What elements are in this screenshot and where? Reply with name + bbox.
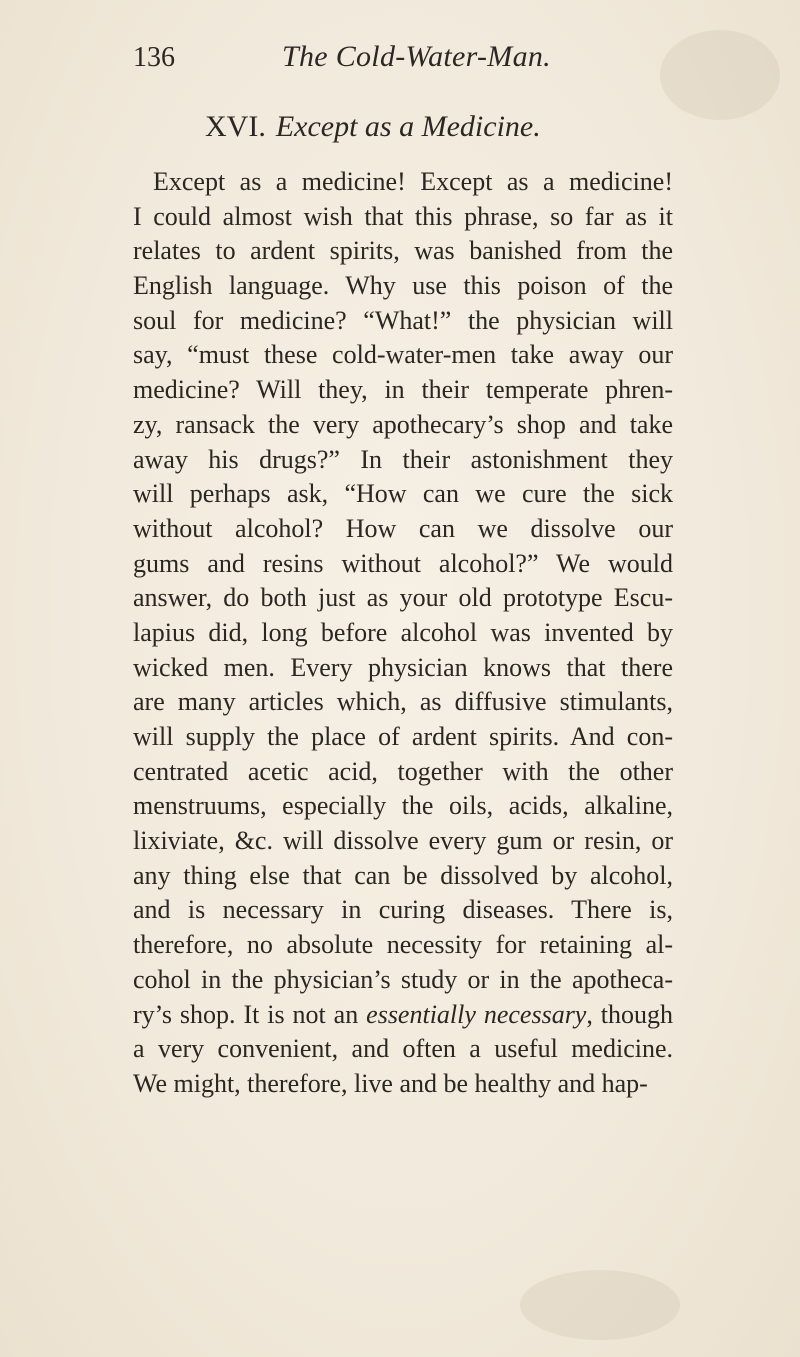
- text-segment: therefore, no absolute necessity for retaining al-: [133, 930, 673, 960]
- text-line: [133, 338, 673, 373]
- text-segment: without alcohol? How can we dissolve our: [133, 513, 673, 543]
- text-line: [133, 165, 673, 200]
- text-segment: answer, do both just as your old prototype Escu-: [133, 583, 673, 613]
- text-line: [133, 373, 673, 408]
- text-line: [133, 893, 673, 928]
- text-line: [133, 477, 673, 512]
- text-line: [133, 859, 673, 894]
- text-segment: any thing else that can be dissolved by alcohol,: [133, 860, 673, 890]
- text-segment: We might, therefore, live and be healthy and hap-: [133, 1068, 648, 1098]
- text-line: [133, 963, 673, 998]
- text-segment: ry’s shop. It is not an: [133, 999, 367, 1029]
- section-title: Except as a Medicine.: [275, 110, 541, 143]
- body-text: [133, 165, 673, 1102]
- text-line: [133, 304, 673, 339]
- text-line: [133, 998, 673, 1033]
- text-segment: wicked men. Every physician knows that there: [133, 652, 673, 682]
- text-line: [133, 512, 673, 547]
- text-line: [133, 443, 673, 478]
- text-line: [133, 928, 673, 963]
- text-line: [133, 651, 673, 686]
- page-number: 136: [133, 42, 175, 73]
- text-line: [133, 547, 673, 582]
- text-segment: , though: [586, 999, 674, 1029]
- text-line: [133, 269, 673, 304]
- text-line: [133, 616, 673, 651]
- text-line: [133, 234, 673, 269]
- text-line: [133, 581, 673, 616]
- text-line: [133, 685, 673, 720]
- text-line: [133, 789, 673, 824]
- text-segment: and is necessary in curing diseases. There is,: [133, 895, 673, 925]
- running-header: [0, 40, 800, 84]
- italic-emphasis: essentially necessary: [366, 999, 587, 1029]
- text-segment: say, “must these cold-water-men take away our: [133, 340, 673, 370]
- text-segment: cohol in the physician’s study or in the apotheca-: [133, 964, 673, 994]
- text-segment: medicine? Will they, in their temperate phren-: [133, 375, 673, 405]
- text-line: [133, 1032, 673, 1067]
- text-segment: centrated acetic acid, together with the other: [133, 756, 673, 786]
- text-segment: a very convenient, and often a useful medicine.: [133, 1034, 673, 1064]
- text-segment: English language. Why use this poison of the: [133, 271, 673, 301]
- text-segment: relates to ardent spirits, was banished from the: [133, 236, 673, 266]
- running-title: The Cold-Water-Man.: [282, 40, 551, 73]
- section-number: XVI.: [205, 110, 266, 143]
- paper-stain: [520, 1270, 680, 1340]
- text-segment: away his drugs?” In their astonishment they: [133, 444, 673, 474]
- text-segment: lapius did, long before alcohol was invented by: [133, 617, 673, 647]
- text-line: [133, 755, 673, 790]
- text-segment: lixiviate, &c. will dissolve every gum or resin, or: [133, 826, 673, 856]
- text-line: [133, 824, 673, 859]
- text-segment: zy, ransack the very apothecary’s shop and take: [133, 409, 673, 439]
- text-segment: gums and resins without alcohol?” We would: [133, 548, 673, 578]
- text-segment: are many articles which, as diffusive stimulants,: [133, 687, 673, 717]
- text-line: [133, 200, 673, 235]
- text-line: [133, 408, 673, 443]
- text-segment: Except as a medicine! Except as a medicine!: [153, 167, 673, 196]
- text-segment: soul for medicine? “What!” the physician will: [133, 305, 673, 335]
- text-segment: will supply the place of ardent spirits. And con-: [133, 722, 673, 751]
- text-segment: I could almost wish that this phrase, so far as it: [133, 201, 673, 231]
- text-line: [133, 720, 673, 755]
- text-line: [133, 1067, 673, 1102]
- section-heading: [205, 110, 541, 144]
- text-segment: menstruums, especially the oils, acids, alkaline,: [133, 791, 673, 821]
- text-segment: will perhaps ask, “How can we cure the sick: [133, 479, 673, 509]
